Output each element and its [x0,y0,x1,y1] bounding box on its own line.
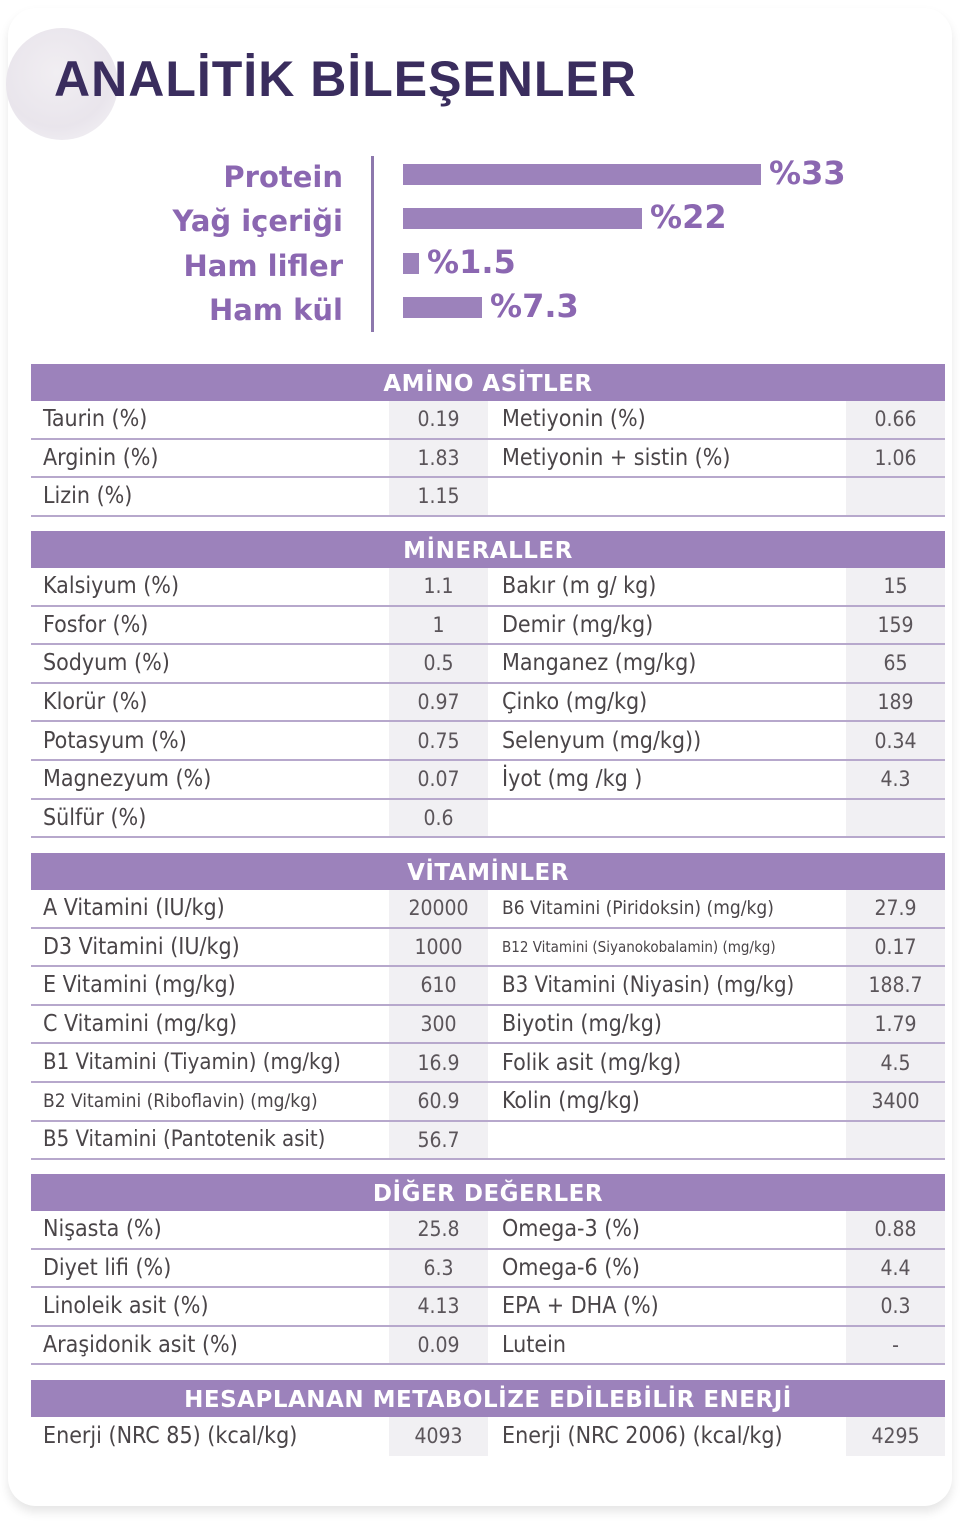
nutrient-value: 1 [389,607,488,644]
bar-row-protein [0,154,960,202]
nutrient-value [846,800,945,837]
section-header: AMİNO ASİTLER [31,364,945,401]
nutrient-name: B6 Vitamini (Piridoksin) (mg/kg) [502,897,774,920]
nutrient-name [488,800,846,837]
nutrient-name: D3 Vitamini (IU/kg) [43,933,240,960]
nutrient-name: Taurin (%) [43,406,148,433]
bar-fill [403,164,761,185]
nutrient-name: Kolin (mg/kg) [502,1088,640,1115]
nutrient-name: E Vitamini (mg/kg) [43,972,236,999]
table-row [31,401,945,440]
nutrient-name: Fosfor (%) [43,611,149,638]
nutrient-value: 20000 [389,890,488,927]
nutrient-value: 0.17 [846,929,945,966]
nutrient-name: Kalsiyum (%) [43,573,180,600]
nutrient-value: 1.83 [389,440,488,477]
table-row [31,440,945,479]
nutrient-value: 4295 [846,1417,945,1456]
table-row [31,1044,945,1083]
nutrient-value: 159 [846,607,945,644]
nutrient-name: Omega-6 (%) [502,1254,641,1281]
nutrient-value: 1.1 [389,568,488,605]
nutrient-name: Selenyum (mg/kg)) [502,727,702,754]
bar-row-fat [0,198,960,246]
table-row [31,929,945,968]
page-title: ANALİTİK BİLEŞENLER [54,51,637,107]
nutrient-value: 300 [389,1006,488,1043]
nutrient-value: 0.75 [389,722,488,759]
nutrient-value: 0.09 [389,1327,488,1364]
section-header: HESAPLANAN METABOLİZE EDİLEBİLİR ENERJİ [31,1380,945,1417]
nutrient-name: C Vitamini (mg/kg) [43,1011,238,1038]
vitamins-section [31,853,945,1160]
table-row [31,684,945,723]
bar-value: %22 [650,198,727,236]
nutrient-value: 0.6 [389,800,488,837]
nutrient-name: Klorür (%) [43,689,148,716]
nutrient-name: Omega-3 (%) [502,1216,641,1243]
nutrient-name: Bakır (m g/ kg) [502,573,657,600]
nutrient-name: Diyet lifi (%) [43,1254,172,1281]
bar-row-ash [0,287,960,335]
table-row [31,1327,945,1366]
section-header: DİĞER DEĞERLER [31,1174,945,1211]
table-row [31,568,945,607]
table-row [31,967,945,1006]
nutrient-value: 0.88 [846,1211,945,1248]
nutrient-name: Demir (mg/kg) [502,611,654,638]
bar-fill [403,208,642,229]
nutrient-name: B5 Vitamini (Pantotenik asit) [43,1127,326,1153]
bar-label: Ham kül [208,293,343,327]
nutrient-value: 0.97 [389,684,488,721]
bar-value: %7.3 [490,287,579,325]
nutrient-name: B1 Vitamini (Tiyamin) (mg/kg) [43,1050,341,1076]
nutrient-value: 0.5 [389,645,488,682]
table-row [31,1122,945,1161]
table-row [31,761,945,800]
nutrient-value: 610 [389,967,488,1004]
nutrient-value: 4.5 [846,1044,945,1081]
bar-label: Ham lifler [183,249,343,283]
bar-value: %33 [769,154,846,192]
nutrient-value [846,1122,945,1159]
nutrient-name: Potasyum (%) [43,727,187,754]
bar-label: Yağ içeriği [172,204,343,238]
table-row [31,607,945,646]
nutrient-name: B2 Vitamini (Riboflavin) (mg/kg) [43,1090,318,1113]
nutrient-value: 3400 [846,1083,945,1120]
bar-value: %1.5 [427,243,516,281]
nutrient-value: 1.15 [389,478,488,515]
table-row [31,722,945,761]
nutrient-name: İyot (mg /kg ) [502,766,643,793]
nutrient-value: 189 [846,684,945,721]
energy-section [31,1380,945,1456]
nutrient-value: 65 [846,645,945,682]
nutrient-value: 27.9 [846,890,945,927]
nutrient-name: A Vitamini (IU/kg) [43,895,225,922]
nutrient-value: 15 [846,568,945,605]
nutrient-name: Metiyonin + sistin (%) [502,444,731,471]
nutrient-name [488,1122,846,1159]
nutrient-value: 56.7 [389,1122,488,1159]
section-header: VİTAMİNLER [31,853,945,890]
nutrient-name: Nişasta (%) [43,1216,162,1243]
nutrient-value: 1.06 [846,440,945,477]
nutrient-value: - [846,1327,945,1364]
nutrient-value: 60.9 [389,1083,488,1120]
nutrient-name [488,478,846,515]
nutrient-name: Biyotin (mg/kg) [502,1011,662,1038]
table-row [31,645,945,684]
other-values-section [31,1174,945,1365]
nutrient-value: 1000 [389,929,488,966]
nutrient-name: Çinko (mg/kg) [502,689,648,716]
nutrient-value: 4093 [389,1417,488,1456]
nutrient-name: Metiyonin (%) [502,406,646,433]
bar-row-fiber [0,243,960,291]
bar-fill [403,253,419,274]
bar-fill [403,297,482,318]
nutrient-value: 0.66 [846,401,945,438]
nutrient-name: Enerji (NRC 2006) (kcal/kg) [502,1423,783,1450]
nutrient-name: Araşidonik asit (%) [43,1332,238,1359]
nutrient-value: 0.3 [846,1288,945,1325]
table-row [31,478,945,517]
table-row [31,1083,945,1122]
nutrient-name: Lizin (%) [43,483,133,510]
table-row [31,1211,945,1250]
nutrient-value: 4.4 [846,1250,945,1287]
nutrient-name: Arginin (%) [43,444,159,471]
nutrient-name: Manganez (mg/kg) [502,650,697,677]
table-row [31,1250,945,1289]
section-header: MİNERALLER [31,531,945,568]
nutrient-value: 4.3 [846,761,945,798]
nutrient-name: Sülfür (%) [43,804,147,831]
table-row [31,1006,945,1045]
nutrient-name: Enerji (NRC 85) (kcal/kg) [43,1423,298,1450]
amino-acids-section [31,364,945,517]
table-row [31,1417,945,1456]
nutrient-name: Magnezyum (%) [43,766,212,793]
nutrient-value: 1.79 [846,1006,945,1043]
nutrient-value: 188.7 [846,967,945,1004]
nutrient-name: Lutein [502,1332,566,1359]
nutrient-name: B3 Vitamini (Niyasin) (mg/kg) [502,972,795,998]
nutrient-value: 6.3 [389,1250,488,1287]
table-row [31,800,945,839]
nutrient-value: 16.9 [389,1044,488,1081]
nutrient-name: EPA + DHA (%) [502,1293,659,1320]
nutrient-name: B12 Vitamini (Siyanokobalamin) (mg/kg) [502,937,776,956]
nutrient-value: 0.34 [846,722,945,759]
nutrient-name: Linoleik asit (%) [43,1293,209,1320]
minerals-section [31,531,945,838]
table-row [31,1288,945,1327]
table-row [31,890,945,929]
nutrient-name: Sodyum (%) [43,650,170,677]
nutrient-name: Folik asit (mg/kg) [502,1049,682,1076]
nutrient-value: 25.8 [389,1211,488,1248]
nutrient-value [846,478,945,515]
nutrient-value: 0.07 [389,761,488,798]
bar-label: Protein [223,160,343,194]
nutrient-value: 0.19 [389,401,488,438]
nutrient-value: 4.13 [389,1288,488,1325]
